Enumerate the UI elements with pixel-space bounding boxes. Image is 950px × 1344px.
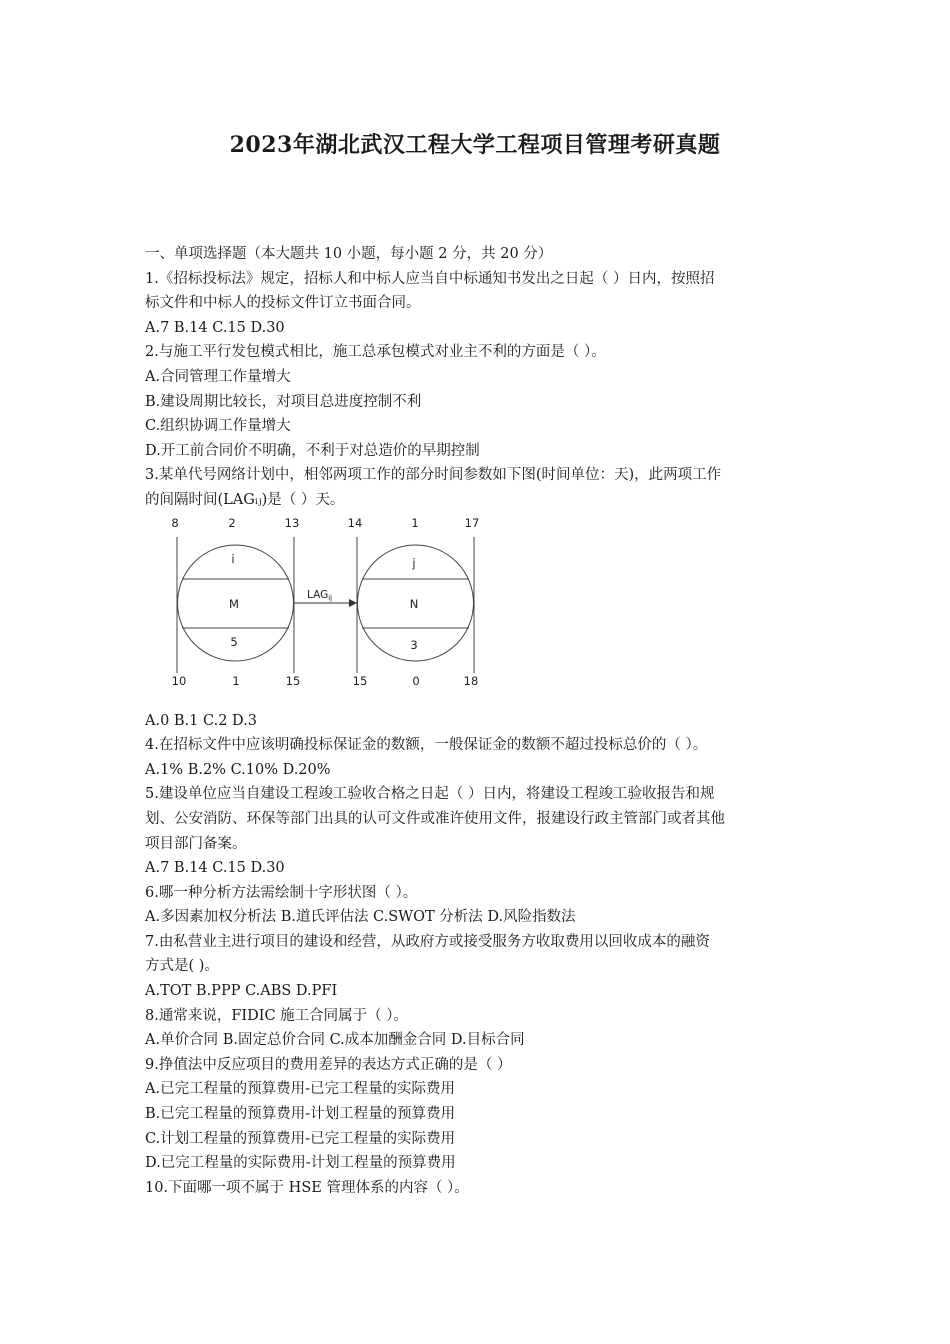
answer-option: D.开工前合同价不明确，不利于对总造价的早期控制 bbox=[145, 442, 480, 459]
left-node-duration: 5 bbox=[230, 634, 238, 649]
right-ls: 15 bbox=[352, 673, 368, 688]
question-line: 2.与施工平行发包模式相比，施工总承包模式对业主不利的方面是（ ）。 bbox=[145, 344, 606, 361]
answer-options: A.1% B.2% C.10% D.20% bbox=[145, 761, 331, 778]
answer-options: A.0 B.1 C.2 D.3 bbox=[145, 712, 257, 729]
left-ef: 13 bbox=[284, 515, 300, 530]
question-line: 的间隔时间(LAGᵢⱼ)是（ ）天。 bbox=[145, 491, 345, 508]
question-line: 3.某单代号网络计划中，相邻两项工作的部分时间参数如下图(时间单位：天)，此两项工作 bbox=[145, 467, 722, 484]
answer-options: A.7 B.14 C.15 D.30 bbox=[145, 319, 285, 336]
section-header: 一、单项选择题（本大题共 10 小题，每小题 2 分，共 20 分） bbox=[145, 246, 553, 262]
question-line: 6.哪一种分析方法需绘制十字形状图（ ）。 bbox=[145, 884, 418, 901]
answer-option: C.计划工程量的预算费用-已完工程量的实际费用 bbox=[145, 1130, 456, 1147]
question-line: 4.在招标文件中应该明确投标保证金的数额，一般保证金的数额不超过投标总价的（ ）。 bbox=[145, 737, 708, 754]
question-line: 标文件和中标人的投标文件订立书面合同。 bbox=[145, 295, 421, 312]
question-line: 项目部门备案。 bbox=[145, 835, 247, 852]
question-line: 5.建设单位应当自建设工程竣工验收合格之日起（ ）日内，将建设工程竣工验收报告和规 bbox=[145, 786, 715, 803]
question-line: 10.下面哪一项不属于 HSE 管理体系的内容（ ）。 bbox=[145, 1179, 469, 1196]
answer-options: A.TOT B.PPP C.ABS D.PFI bbox=[145, 983, 338, 1000]
left-es: 8 bbox=[171, 515, 179, 530]
question-line: 方式是( )。 bbox=[145, 958, 219, 975]
right-node-id: j bbox=[412, 555, 416, 570]
answer-options: A.单价合同 B.固定总价合同 C.成本加酬金合同 D.目标合同 bbox=[145, 1032, 525, 1049]
exam-content bbox=[145, 242, 810, 1200]
page-title: 2023年湖北武汉工程大学工程项目管理考研真题 bbox=[229, 132, 721, 158]
right-es: 14 bbox=[347, 515, 363, 530]
right-node-duration: 3 bbox=[410, 637, 418, 652]
network-diagram-svg bbox=[155, 515, 495, 707]
lag-label: LAGij bbox=[307, 588, 333, 602]
question-line: 7.由私营业主进行项目的建设和经营，从政府方或接受服务方收取费用以回收成本的融资 bbox=[145, 933, 710, 950]
question-line: 1.《招标投标法》规定，招标人和中标人应当自中标通知书发出之日起（ ）日内，按照招 bbox=[145, 270, 715, 287]
right-tf: 1 bbox=[411, 515, 419, 530]
left-node-id: i bbox=[231, 551, 235, 566]
answer-option: A.已完工程量的预算费用-已完工程量的实际费用 bbox=[145, 1081, 455, 1098]
network-diagram bbox=[155, 515, 495, 707]
answer-option: D.已完工程量的实际费用-计划工程量的预算费用 bbox=[145, 1155, 456, 1172]
left-ff: 1 bbox=[232, 673, 240, 688]
right-node-name: N bbox=[409, 596, 419, 611]
right-ef: 17 bbox=[464, 515, 480, 530]
answer-option: C.组织协调工作量增大 bbox=[145, 418, 291, 435]
answer-option: A.合同管理工作量增大 bbox=[145, 368, 291, 385]
right-ff: 0 bbox=[412, 673, 420, 688]
question-line: 8.通常来说，FIDIC 施工合同属于（ ）。 bbox=[145, 1007, 409, 1024]
answer-options: A.多因素加权分析法 B.道氏评估法 C.SWOT 分析法 D.风险指数法 bbox=[145, 909, 576, 926]
left-node-name: M bbox=[229, 596, 239, 611]
left-ls: 10 bbox=[171, 673, 187, 688]
answer-options: A.7 B.14 C.15 D.30 bbox=[145, 860, 285, 877]
right-lf: 18 bbox=[463, 673, 479, 688]
answer-option: B.已完工程量的预算费用-计划工程量的预算费用 bbox=[145, 1106, 456, 1123]
answer-option: B.建设周期比较长，对项目总进度控制不利 bbox=[145, 393, 422, 410]
question-line: 9.挣值法中反应项目的费用差异的表达方式正确的是（ ） bbox=[145, 1056, 512, 1073]
left-lf: 15 bbox=[285, 673, 301, 688]
question-line: 划、公安消防、环保等部门出具的认可文件或准许使用文件，报建设行政主管部门或者其他 bbox=[145, 810, 725, 827]
left-tf: 2 bbox=[228, 515, 236, 530]
